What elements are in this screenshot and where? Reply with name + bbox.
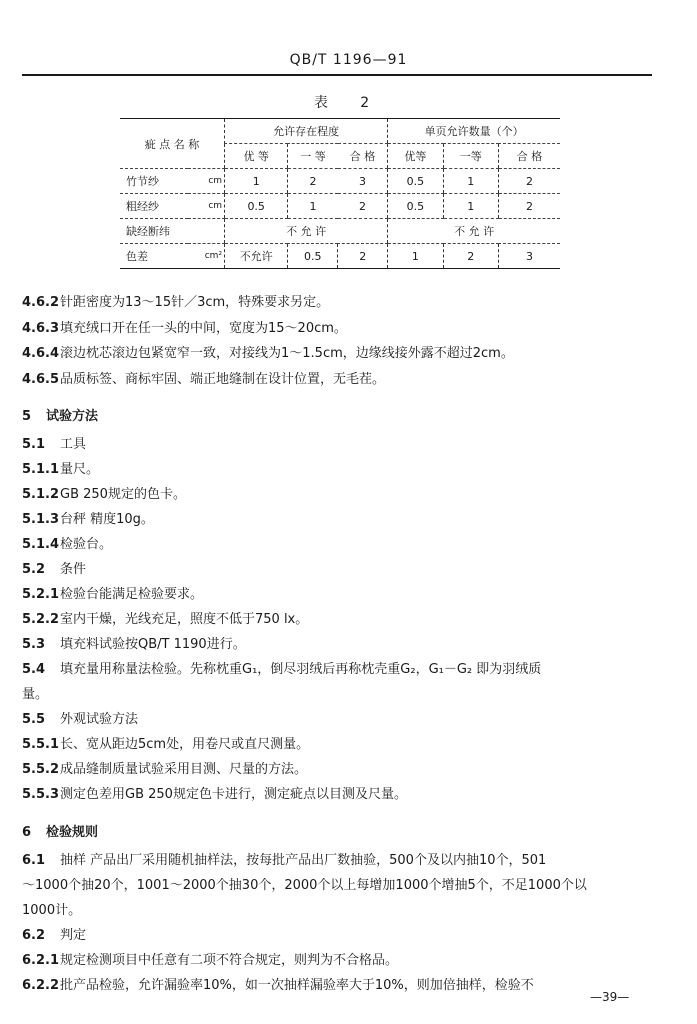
table-row bbox=[120, 219, 560, 244]
table-cell-merged: 不 允 许 bbox=[225, 219, 388, 244]
clause-4-6-2 bbox=[22, 294, 329, 312]
table-cell: 0.5 bbox=[288, 244, 338, 269]
clause-number: 6.2 bbox=[22, 928, 46, 943]
clause-5-2-2 bbox=[22, 611, 308, 629]
clause-4-6-3 bbox=[22, 320, 347, 338]
defect-unit: cm² bbox=[188, 244, 224, 269]
clause-text: 滚边枕芯滚边包紧宽窄一致，对接线为1～1.5cm，边缘线接外露不超过2cm。 bbox=[60, 346, 514, 361]
clause-text: 检验台。 bbox=[60, 537, 113, 552]
page-number: —39— bbox=[590, 990, 630, 1004]
table-cell: 3 bbox=[498, 244, 560, 269]
clause-5-5-1 bbox=[22, 736, 309, 754]
clause-text: 室内干燥，光线充足，照度不低于750 lx。 bbox=[60, 612, 309, 627]
clause-number: 5.1.3 bbox=[22, 512, 60, 527]
clause-text: 条件 bbox=[60, 562, 87, 577]
clause-number: 5 bbox=[22, 409, 32, 424]
clause-text: 检验规则 bbox=[46, 825, 99, 840]
table-cell: 1 bbox=[225, 169, 288, 194]
table-cell: 2 bbox=[498, 169, 560, 194]
clause-text: 1000计。 bbox=[22, 903, 82, 918]
table-cell: 0.5 bbox=[225, 194, 288, 219]
clause-4-6-5 bbox=[22, 371, 385, 389]
clause-number: 4.6.4 bbox=[22, 346, 60, 361]
section-6-heading bbox=[22, 824, 98, 842]
clause-number: 6 bbox=[22, 825, 32, 840]
table-cell: 2 bbox=[338, 244, 388, 269]
header-rule bbox=[22, 74, 652, 76]
clause-5-1-4 bbox=[22, 536, 112, 554]
clause-number: 5.1.2 bbox=[22, 487, 60, 502]
clause-number: 5.2 bbox=[22, 562, 46, 577]
clause-number: 5.1.4 bbox=[22, 537, 60, 552]
defect-unit: cm bbox=[188, 169, 224, 194]
clause-5-2 bbox=[22, 561, 86, 579]
clause-number: 5.5.3 bbox=[22, 787, 60, 802]
clause-6-2 bbox=[22, 927, 86, 945]
col-allowed-header: 允许存在程度 bbox=[225, 119, 388, 144]
table-cell: 1 bbox=[443, 194, 498, 219]
table-cell: 1 bbox=[443, 169, 498, 194]
table-cell: 2 bbox=[498, 194, 560, 219]
clause-number: 5.1.1 bbox=[22, 462, 60, 477]
clause-5-5-2 bbox=[22, 761, 307, 779]
defect-unit: cm bbox=[188, 194, 224, 219]
table-row bbox=[120, 194, 560, 219]
clause-text: ～1000个抽20个，1001～2000个抽30个，2000个以上每增加1000个增抽5个，不足1000个以 bbox=[22, 878, 587, 893]
clause-5-4-cont bbox=[22, 686, 48, 704]
clause-text: GB 250规定的色卡。 bbox=[60, 487, 186, 502]
clause-4-6-4 bbox=[22, 345, 514, 363]
clause-6-2-2 bbox=[22, 977, 534, 995]
clause-5-4 bbox=[22, 661, 541, 679]
clause-text: 长、宽从距边5cm处，用卷尺或直尺测量。 bbox=[60, 737, 310, 752]
table-cell: 2 bbox=[443, 244, 498, 269]
table-cell: 2 bbox=[338, 194, 388, 219]
col-count-header: 单页允许数量（个） bbox=[388, 119, 560, 144]
clause-text: 量。 bbox=[22, 687, 49, 702]
defect-name: 粗经纱 bbox=[120, 194, 188, 219]
clause-number: 6.1 bbox=[22, 853, 46, 868]
grade-cell: 优等 bbox=[388, 144, 443, 169]
clause-number: 5.2.1 bbox=[22, 587, 60, 602]
clause-number: 5.4 bbox=[22, 662, 46, 677]
clause-text: 检验台能满足检验要求。 bbox=[60, 587, 204, 602]
clause-5-5-3 bbox=[22, 786, 407, 804]
clause-5-1-1 bbox=[22, 461, 99, 479]
table-cell: 不允许 bbox=[225, 244, 288, 269]
clause-text: 工具 bbox=[60, 437, 87, 452]
table-caption: 表 2 bbox=[313, 95, 384, 111]
grade-cell: 一 等 bbox=[288, 144, 338, 169]
clause-number: 5.3 bbox=[22, 637, 46, 652]
clause-6-1-cont bbox=[22, 877, 587, 895]
table-cell: 0.5 bbox=[388, 194, 443, 219]
defect-name: 色差 bbox=[120, 244, 188, 269]
clause-text: 台秤 精度10g。 bbox=[60, 512, 154, 527]
table-row bbox=[120, 244, 560, 269]
clause-number: 5.5.1 bbox=[22, 737, 60, 752]
clause-5-3 bbox=[22, 636, 246, 654]
clause-number: 4.6.2 bbox=[22, 295, 60, 310]
clause-text: 抽样 产品出厂采用随机抽样法，按每批产品出厂数抽验，500个及以内抽10个，501 bbox=[60, 853, 547, 868]
clause-text: 成品缝制质量试验采用目测、尺量的方法。 bbox=[60, 762, 308, 777]
clause-text: 判定 bbox=[60, 928, 87, 943]
clause-number: 5.5.2 bbox=[22, 762, 60, 777]
clause-number: 5.5 bbox=[22, 712, 46, 727]
defect-name: 竹节纱 bbox=[120, 169, 188, 194]
table-cell-merged: 不 允 许 bbox=[388, 219, 560, 244]
clause-6-2-1 bbox=[22, 952, 398, 970]
clause-text: 批产品检验，允许漏验率10%，如一次抽样漏验率大于10%，则加倍抽样，检验不 bbox=[60, 978, 534, 993]
clause-5-1-3 bbox=[22, 511, 154, 529]
clause-text: 品质标签、商标牢固、端正地缝制在设计位置，无毛茬。 bbox=[60, 372, 386, 387]
grade-cell: 优 等 bbox=[225, 144, 288, 169]
clause-text: 规定检测项目中任意有二项不符合规定，则判为不合格品。 bbox=[60, 953, 399, 968]
clause-6-1 bbox=[22, 852, 546, 870]
clause-number: 4.6.5 bbox=[22, 372, 60, 387]
clause-text: 针距密度为13～15针／3cm，特殊要求另定。 bbox=[60, 295, 330, 310]
clause-text: 试验方法 bbox=[46, 409, 99, 424]
clause-number: 5.2.2 bbox=[22, 612, 60, 627]
table-cell: 3 bbox=[338, 169, 388, 194]
clause-number: 6.2.1 bbox=[22, 953, 60, 968]
table-cell: 1 bbox=[388, 244, 443, 269]
defect-name: 缺经断纬 bbox=[120, 219, 225, 244]
col-defect-header: 疵 点 名 称 bbox=[120, 119, 225, 169]
clause-text: 填充料试验按QB/T 1190进行。 bbox=[60, 637, 246, 652]
clause-text: 外观试验方法 bbox=[60, 712, 139, 727]
clause-text: 填充绒口开在任一头的中间，宽度为15～20cm。 bbox=[60, 321, 347, 336]
defect-table bbox=[120, 118, 560, 269]
table-row bbox=[120, 169, 560, 194]
clause-number: 4.6.3 bbox=[22, 321, 60, 336]
table-cell: 2 bbox=[288, 169, 338, 194]
clause-text: 填充量用称量法检验。先称枕重G₁，倒尽羽绒后再称枕壳重G₂，G₁－G₂ 即为羽绒质 bbox=[60, 662, 542, 677]
table-cell: 1 bbox=[288, 194, 338, 219]
clause-5-1-2 bbox=[22, 486, 186, 504]
section-5-heading bbox=[22, 408, 98, 426]
clause-5-5 bbox=[22, 711, 138, 729]
clause-5-1 bbox=[22, 436, 86, 454]
clause-6-1-cont2 bbox=[22, 902, 81, 920]
clause-number: 6.2.2 bbox=[22, 978, 60, 993]
clause-text: 量尺。 bbox=[60, 462, 100, 477]
grade-cell: 合 格 bbox=[338, 144, 388, 169]
clause-number: 5.1 bbox=[22, 437, 46, 452]
table-cell: 0.5 bbox=[388, 169, 443, 194]
document-header: QB/T 1196—91 bbox=[289, 52, 408, 68]
clause-5-2-1 bbox=[22, 586, 203, 604]
clause-text: 测定色差用GB 250规定色卡进行，测定疵点以目测及尺量。 bbox=[60, 787, 407, 802]
grade-cell: 一等 bbox=[443, 144, 498, 169]
grade-cell: 合 格 bbox=[498, 144, 560, 169]
